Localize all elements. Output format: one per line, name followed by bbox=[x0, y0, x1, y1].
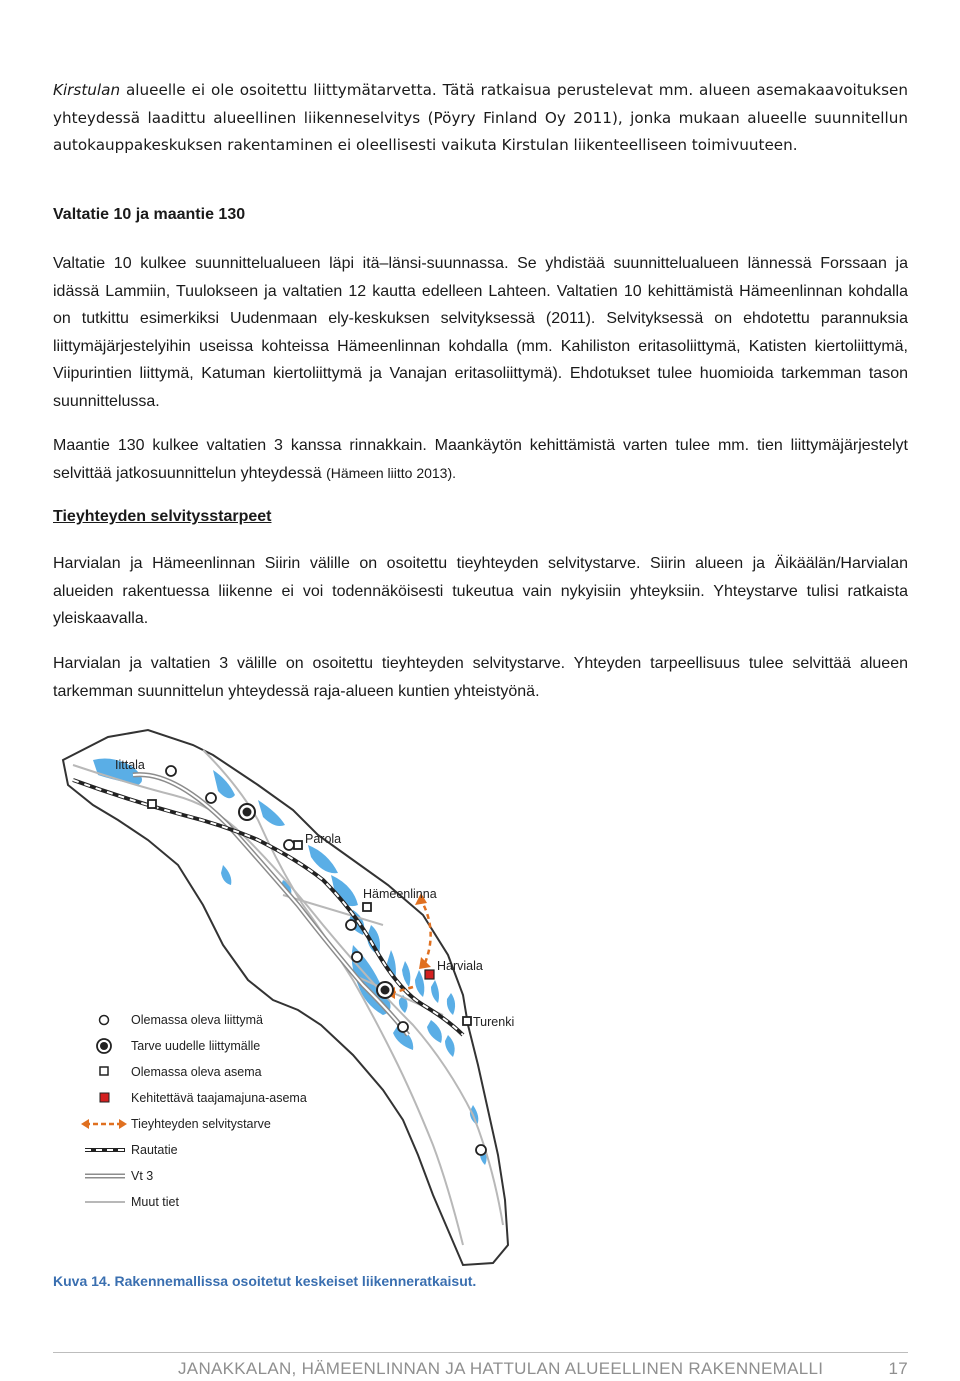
legend-label-2: Olemassa oleva asema bbox=[131, 1065, 262, 1079]
legend-label-0: Olemassa oleva liittymä bbox=[131, 1013, 263, 1027]
page-number: 17 bbox=[888, 1359, 908, 1378]
label-hameenlinna: Hämeenlinna bbox=[363, 887, 437, 901]
legend-icon-developed-station bbox=[100, 1093, 109, 1102]
legend-label-5: Rautatie bbox=[131, 1143, 178, 1157]
reference-hameen-liitto: (Hämeen liitto 2013). bbox=[326, 464, 457, 481]
harviala-station bbox=[425, 970, 434, 979]
legend-icon-existing-junction bbox=[100, 1016, 109, 1025]
label-iittala: Iittala bbox=[115, 758, 145, 772]
paragraph-kirstula bbox=[53, 77, 908, 160]
label-turenki: Turenki bbox=[473, 1015, 515, 1029]
page-footer bbox=[178, 1359, 908, 1379]
map-legend bbox=[81, 1013, 307, 1209]
paragraph-kirstula-text: alueelle ei ole osoitettu liittymätarvetta. Tätä ratkaisua perustelevat mm. alueen asemakaavoituksen yhteydessä laadittu alueellinen liikenneselvitys (Pöyry Finland Oy 2011), jonka mukaan alueelle suunnitellun autokauppakeskuksen rakentaminen ei oleellisesti vaikuta Kirstulan liikenteelliseen toimivuuteen. bbox=[53, 81, 908, 154]
paragraph-maantie bbox=[53, 432, 908, 487]
legend-label-4: Tieyhteyden selvitystarve bbox=[131, 1117, 271, 1131]
label-parola: Parola bbox=[305, 832, 342, 846]
heading-tieyhteyden: Tieyhteyden selvitysstarpeet bbox=[53, 508, 272, 525]
legend-icon-existing-station bbox=[100, 1067, 108, 1075]
figure-caption: Kuva 14. Rakennemallissa osoitetut keskeiset liikenneratkaisut. bbox=[53, 1273, 477, 1289]
planning-area-outline bbox=[63, 730, 508, 1265]
legend-label-3: Kehitettävä taajamajuna-asema bbox=[131, 1091, 307, 1105]
paragraph-maantie-text: Maantie 130 kulkee valtatien 3 kanssa rinnakkain. Maankäytön kehittämistä varten tulee mm. tien liittymäjärjestelyt selvittää jatkosuunnittelun yhteydessä bbox=[53, 437, 908, 482]
label-harviala: Harviala bbox=[437, 959, 483, 973]
legend-label-1: Tarve uudelle liittymälle bbox=[131, 1039, 261, 1053]
legend-label-7: Muut tiet bbox=[131, 1195, 179, 1209]
paragraph-harviala-siiri: Harvialan ja Hämeenlinnan Siirin välille on osoitettu tieyhteyden selvitystarve. Siirin alueen ja Äikäälän/Harvialan alueiden rakentuessa liikenne ei voi todennäköisesti tukeutua vain nykyisiin yhteyksiin. Yhteystarve tulisi ratkaista yleiskaavalla. bbox=[53, 555, 908, 627]
kirstula-italic: Kirstulan bbox=[53, 81, 121, 99]
paragraph-harviala-vt3: Harvialan ja valtatien 3 välille on osoitettu tieyhteyden selvitystarve. Yhteyden tarpeellisuus tulee selvittää alueen tarkemman suunnittelun yhteydessä raja-alueen kuntien yhteistyönä. bbox=[53, 655, 908, 700]
paragraph-valtatie: Valtatie 10 kulkee suunnittelualueen läpi itä‒länsi-suunnassa. Se yhdistää suunnittelualueen lännessä Forssaan ja idässä Lammiin, Tuulokseen ja valtatien 12 kautta edelleen Lahteen. Valtatien 10 kehittämistä Hämeenlinnan kohdalla on tutkittu esimerkiksi Uudenmaan ely-keskuksen selvityksessä (2011). Selvityksessä on ehdotettu parannuksia liittymäjärjestelyihin useissa kohteissa Hämeenlinnan kohdalla (mm. Kahiliston eritasoliittymä, Katisten kiertoliittymä, Viipurintien liittymä, Katuman kiertoliittymä ja Vanajan eritasoliittymä). Ehdotukset tulee huomioida tarkemman tason suunnittelussa. bbox=[53, 255, 908, 410]
footer-title: JANAKKALAN, HÄMEENLINNAN JA HATTULAN ALUEELLINEN RAKENNEMALLI bbox=[178, 1359, 824, 1378]
footer-divider bbox=[53, 1352, 908, 1353]
heading-valtatie: Valtatie 10 ja maantie 130 bbox=[53, 206, 246, 223]
structure-model-map bbox=[53, 725, 533, 1275]
legend-label-6: Vt 3 bbox=[131, 1169, 154, 1183]
